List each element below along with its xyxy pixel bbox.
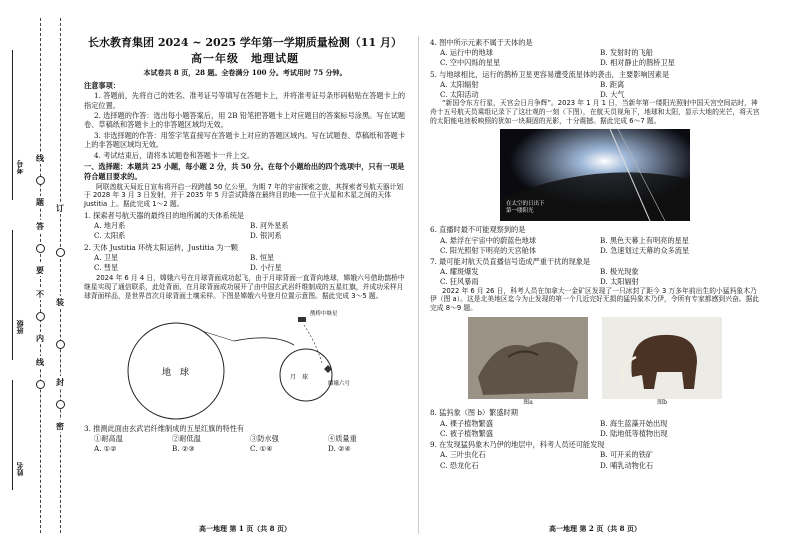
moon-label: 月 球 [290,374,309,382]
option: C. 被子植物繁盛 [440,428,493,438]
note-item: 1. 答题前，先将自己的姓名、准考证号等填写在答题卡上，并将准考证号条形码粘贴在答题卡上的指定位置。 [84,91,406,110]
earth-label: 地 球 [162,368,190,379]
option: B. 距离 [600,79,625,89]
options-q9 [430,450,760,469]
option: C. 太阳活动 [440,90,479,100]
note-item: 4. 考试结束后，请将本试题卷和答题卡一并上交。 [94,151,255,161]
photo-a-block [468,317,588,407]
option: B. 可开采的铁矿 [600,450,653,460]
bind-word: 密 [56,421,64,431]
options-q8 [430,419,760,438]
option: B. 极光现象 [600,267,639,277]
question-1: 1. 探索者号航天器的最终目的地所属的天体系统是 [84,210,245,220]
option: B. 海生蓝藻开始出现 [600,418,668,428]
question-2: 2. 天体 Justitia 环绕太阳运转，Justitia 为一颗 [84,242,238,252]
section-heading: 一、选择题：本题共 25 小题，每小题 2 分，共 50 分。在每个小题给出的四个选项中，只有一项是符合题目要求的。 [84,162,405,181]
option: D. 小行星 [250,262,282,272]
page-divider [418,36,419,534]
bind-word: 不 [36,289,44,299]
options-q1 [84,221,406,240]
fill-line-banji [12,230,13,360]
option: D. 哺乳动物化石 [600,460,654,470]
question-7: 7. 最可能对航天员直播信号造成严重干扰的现象是 [430,257,591,267]
banji-label: 班级 [15,320,24,334]
kaohao-label: 考号 [15,160,24,174]
bind-word: 订 [56,203,64,213]
exam-title: 长水教育集团 2024 ~ 2025 学年第一学期质量检测（11 月） [88,36,402,49]
option: D. ②④ [328,443,351,453]
exam-page-2 [430,36,760,534]
bind-word: 线 [36,153,44,163]
options-q3 [84,444,406,453]
statement: ②耐低温 [172,434,201,444]
option: D. 相对静止的鹊桥卫星 [600,58,675,68]
passage: “新国令东方行星，天宫会日月争辉”。2023 年 1 月 1 日，当新年第一缕阳光照射中国天宫空间站时，神舟十五号航天员乘组记录下了这壮观的一刻（下图），在航天员视角下，地球和太阳，显示大地的光芒，将天宫的太阳能电池板映照的犹如一块凝固的光影，十分震撼。据此完成 6～7 题。 [430,99,760,125]
bind-word: 线 [36,357,44,367]
option: C. ①④ [250,443,273,453]
relay-label: 鹊桥中继星 [310,311,338,318]
relay-path [304,325,322,363]
exam-page-1 [84,36,406,534]
option: D. 银河系 [250,231,282,241]
photo-a-caption: 图a [523,398,533,406]
statement: ①耐高温 [94,434,123,444]
binding-margin [0,0,72,551]
relay-satellite-icon [298,317,306,322]
option: B. 河外星系 [250,221,289,231]
option: D. 陆地低等植物出现 [600,428,668,438]
option: A. 地月系 [94,221,126,231]
option: D. 太阳辐射 [600,277,639,287]
question-5: 5. 与地球相比，运行的鹊桥卫星更容易遭受流星体的袭击，主要影响因素是 [430,69,670,79]
passage: 2024 年 6 月 4 日，嫦娥六号在月球背面成功起飞，由于月球背面一直背向地球，嫦娥六号借助鹊桥中继星实现了通信联系，此处背面，在月球背面成功展开了由中国玄武岩纤维制成的五星红旗，并成功采样月球背面样品，是世界首次月球背面土壤采样。下图是嫦娥六号登月位置示意图。据此完成 3～5 题。 [84,274,405,300]
exam-info: 本试卷共 8 页，28 题。全卷满分 100 分。考试用时 75 分钟。 [143,68,347,78]
photo-b-svg [602,317,722,399]
options-q4 [430,48,760,67]
option: C. 阳光照射下明亮的天宫舱体 [440,245,537,255]
bind-word: 题 [36,197,44,207]
photo-b-caption: 图b [657,398,667,406]
mammoth-photos [430,317,760,407]
bind-circle [36,244,45,253]
statement: ③防水强 [250,434,279,444]
question-6: 6. 直播时最不可能观察到的是 [430,225,526,235]
option: B. 发射时的飞船 [600,48,653,58]
note-item: 3. 非选择题的作答：用签字笔直接写在答题卡上对应的答题区域内。写在试题卷、草稿纸和答题卡上的非答题区域均无效。 [84,131,406,150]
exam-subtitle: 高一年级 地理试题 [191,52,299,66]
options-q5 [430,80,760,99]
bind-word: 装 [56,297,64,307]
bind-word: 内 [36,333,44,343]
option: A. 耀斑爆发 [440,267,479,277]
question-8: 8. 猛犸象（图 b）繁盛时期 [430,408,518,418]
notes-heading: 注意事项： [84,81,120,91]
fill-line-kaohao [12,50,13,200]
page-footer: 高一地理 第 1 页（共 8 页） [199,524,291,534]
option: D. 急速划过天幕的众多流星 [600,245,690,255]
lander-label: 嫦娥六号 [328,381,351,388]
bind-circle [56,340,65,349]
option: D. 大气 [600,90,625,100]
question-4: 4. 图中所示元素不属于天体的是 [430,38,533,47]
mummy-photo [468,317,588,399]
option: A. 裸子植物繁盛 [440,418,493,428]
option: A. 太阳辐射 [440,79,479,89]
bind-word: 要 [36,265,44,275]
option: A. ①② [94,443,117,453]
question-3: 3. 推测此面由玄武岩纤维制成的五星红旗的特性有 [84,424,245,434]
bind-circle [56,248,65,257]
option: C. 狂风暴雨 [440,277,479,287]
xingming-label: 姓名 [15,462,24,476]
lunar-position-diagram [84,303,406,421]
photo-caption: 在太空的日出下 第一缕阳光 [506,201,545,215]
bind-circle [36,312,45,321]
question-9: 9. 在发现猛犸象木乃伊的地层中，科考人员还可能发现 [430,440,605,450]
space-station-sunrise-photo [500,129,690,221]
options-q2 [84,253,406,272]
bind-circle [36,176,45,185]
note-item: 2. 选择题的作答：选出每小题答案后，用 2B 铅笔把答题卡上对应题目的答案标号涂黑。写在试题卷、草稿纸和答题卡上的非答题区域均无效。 [84,111,406,130]
bind-word: 封 [56,377,64,387]
option: A. 三叶虫化石 [440,450,486,460]
bind-circle [56,400,65,409]
option: B. ②③ [172,443,195,453]
fill-line-xingming [12,380,13,490]
page-footer: 高一地理 第 2 页（共 8 页） [549,524,641,534]
option: B. 黑色天幕上有明亮的星星 [600,235,689,245]
option: A. 运行中的地球 [440,48,493,58]
option: C. 恐龙化石 [440,460,479,470]
option: C. 彗星 [94,262,119,272]
diagram-svg [84,303,406,421]
photo-b-block [602,317,722,407]
options-q7 [430,267,760,286]
signal-arc [234,338,294,345]
bind-word: 答 [36,221,44,231]
option: B. 恒星 [250,252,275,262]
mammoth-photo [602,317,722,399]
cut-line-inner [60,18,61,533]
option: C. 太阳系 [94,231,126,241]
bind-circle [36,380,45,389]
passage: 2022 年 6 月 26 日，科考人员在加拿大一金矿区发现了一只冰封了距今 3 万多年前出生的小猛犸象木乃伊（图 a）。这是北美地区迄今为止发现的第一个几近完好无损的猛犸象木乃伊，令所有专家都感到兴奋。据此完成 8～9 题。 [430,286,760,313]
photo-a-svg [468,317,588,399]
options-q6 [430,236,760,255]
signal-line [202,331,234,341]
passage: 阿联酋航天局近日宣布将开启一段跨越 50 亿公里，为期 7 年的宇宙探索之旅，其探索者号航天器计划于 2028 年 3 月 3 日发射，并于 2035 年 5 月尝试降落在最终目的地——位于火星和木星之间的天体 Justitia 上。据此完成 1～2 题。 [84,182,404,209]
statement: ④质量重 [328,434,357,444]
option: A. 悬浮在宇宙中的蔚蓝色地球 [440,235,537,245]
option: A. 卫星 [94,252,119,262]
option: C. 空中闪烁的星星 [440,58,501,68]
items-q3 [84,434,406,443]
